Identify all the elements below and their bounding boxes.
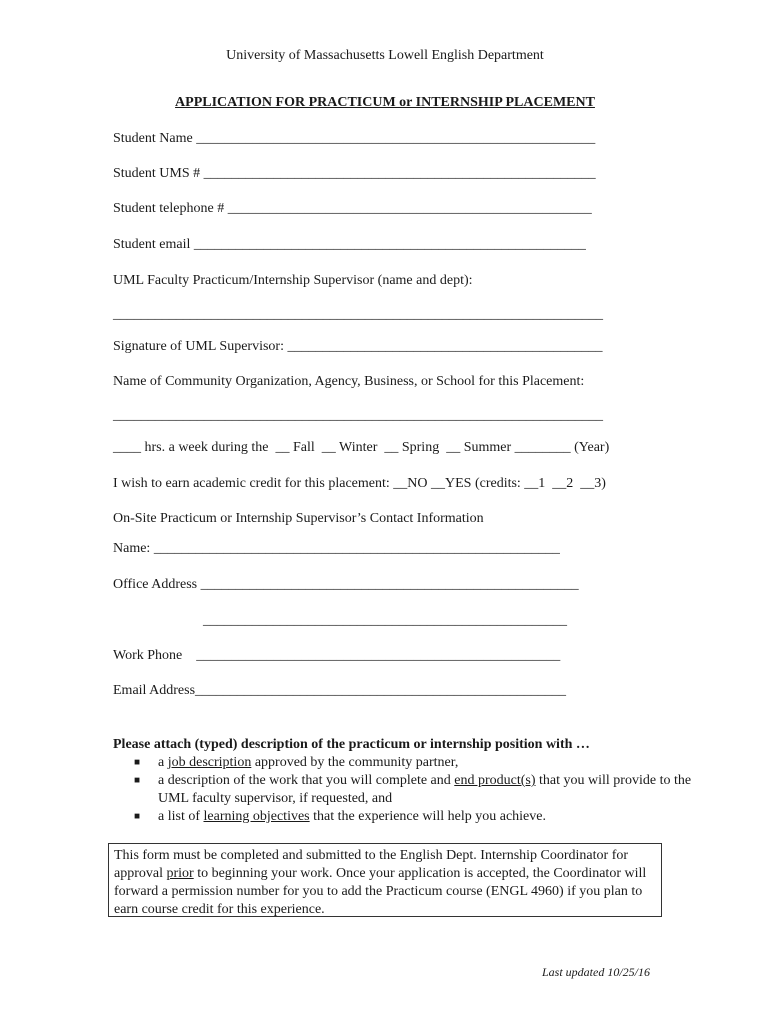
- list-item: ■ a list of learning objectives that the experience will help you achieve.: [134, 809, 546, 824]
- work-phone-field[interactable]: Work Phone ____________________________________________________: [113, 648, 561, 663]
- bullet-square-icon: ■: [134, 757, 141, 768]
- onsite-name-field[interactable]: Name: __________________________________________________________: [113, 541, 560, 556]
- supervisor-signature-field[interactable]: Signature of UML Supervisor: _____________________________________________: [113, 339, 603, 354]
- student-email-field[interactable]: Student email ________________________________________________________: [113, 237, 586, 252]
- list-item: ■ a job description approved by the community partner,: [134, 755, 459, 770]
- attach-heading: Please attach (typed) description of the practicum or internship position with …: [113, 737, 590, 752]
- bullet-square-icon: ■: [134, 811, 141, 822]
- onsite-supervisor-heading: On-Site Practicum or Internship Supervisor’s Contact Information: [113, 511, 484, 526]
- student-name-field[interactable]: Student Name _________________________________________________________: [113, 131, 596, 146]
- student-ums-field[interactable]: Student UMS # ________________________________________________________: [113, 166, 596, 181]
- academic-credit-field[interactable]: I wish to earn academic credit for this placement: __NO __YES (credits: __1 __2 __3): [113, 476, 606, 491]
- organization-line[interactable]: ______________________________________________________________________: [113, 408, 603, 423]
- office-address-field[interactable]: Office Address ______________________________________________________: [113, 577, 579, 592]
- student-phone-field[interactable]: Student telephone # ____________________________________________________: [113, 201, 592, 216]
- organization-label: Name of Community Organization, Agency, Business, or School for this Placement:: [113, 374, 585, 389]
- office-address-line2[interactable]: ____________________________________________________: [203, 613, 567, 628]
- attachment-bullet-list: [134, 754, 694, 826]
- faculty-supervisor-line[interactable]: ______________________________________________________________________: [113, 307, 603, 322]
- bullet-square-icon: ■: [134, 775, 141, 786]
- hours-per-week-field[interactable]: ____ hrs. a week during the __ Fall __ Winter __ Spring __ Summer ________ (Year): [113, 440, 610, 455]
- submission-notice-box: This form must be completed and submitted to the English Dept. Internship Coordinator for approval prior to beginning your work. Once your application is accepted, the Coordinator will forward a permission number for you to add the Practicum course (ENGL 4960) if you plan to earn course credit for this experience.: [108, 843, 662, 917]
- list-item: ■ a description of the work that you will complete and end product(s) that you will provide to the UML faculty supervisor, if requested, and: [134, 773, 692, 806]
- email-address-field[interactable]: Email Address_____________________________________________________: [113, 683, 567, 698]
- last-updated-note: Last updated 10/25/16: [542, 965, 651, 979]
- faculty-supervisor-label: UML Faculty Practicum/Internship Supervisor (name and dept):: [113, 273, 473, 288]
- form-title: APPLICATION FOR PRACTICUM or INTERNSHIP PLACEMENT: [175, 95, 595, 110]
- department-header: University of Massachusetts Lowell English Department: [226, 48, 544, 63]
